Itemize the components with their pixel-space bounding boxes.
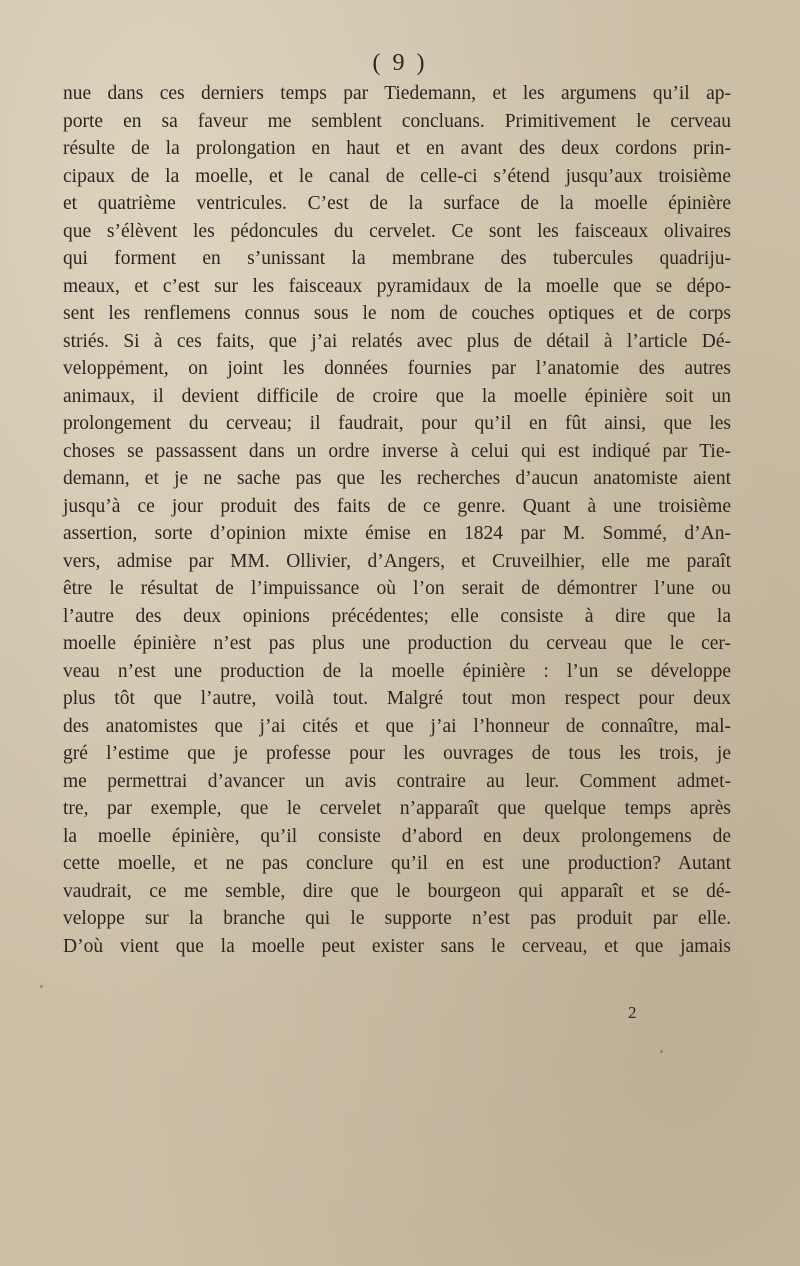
body-text xyxy=(63,80,731,960)
text-line: moelle épinière n’est pas plus une production du cerveau que le cer- xyxy=(63,633,731,654)
text-line: veau n’est une production de la moelle épinière : l’un se développe xyxy=(63,660,731,682)
text-line: la moelle épinière, qu’il consiste d’abord en deux prolongemens de xyxy=(63,825,731,847)
text-line: choses se passassent dans un ordre inverse à celui qui est indiqué par Tie- xyxy=(63,440,731,462)
text-line: que s’élèvent les pédoncules du cervelet. Ce sont les faisceaux olivaires xyxy=(63,220,731,242)
text-line: prolongement du cerveau; il faudrait, pour qu’il en fût ainsi, que les xyxy=(63,413,731,434)
text-line: me permettrai d’avancer un avis contraire au leur. Comment admet- xyxy=(63,770,731,792)
text-line: sent les renflemens connus sous le nom de couches optiques et de corps xyxy=(63,303,731,324)
text-line: qui forment en s’unissant la membrane des tubercules quadriju- xyxy=(63,248,731,269)
text-line: résulte de la prolongation en haut et en avant des deux cordons prin- xyxy=(63,138,731,159)
text-line: des anatomistes que j’ai cités et que j’ai l’honneur de connaître, mal- xyxy=(63,715,731,737)
text-line: cipaux de la moelle, et le canal de celle-ci s’étend jusqu’aux troisième xyxy=(63,165,731,187)
text-line: striés. Si à ces faits, que j’ai relatés avec plus de détail à l’article Dé- xyxy=(63,330,731,352)
text-line: et quatrième ventricules. C’est de la surface de la moelle épinière xyxy=(63,193,731,214)
paper-speck xyxy=(40,985,43,988)
text-line: animaux, il devient difficile de croire que la moelle épinière soit un xyxy=(63,385,731,407)
text-line: D’où vient que la moelle peut exister sans le cerveau, et que jamais xyxy=(63,935,731,957)
text-line: veloppement, on joint les données fournies par l’anatomie des autres xyxy=(63,358,731,379)
text-line: demann, et je ne sache pas que les recherches d’aucun anatomiste aient xyxy=(63,468,731,489)
text-line: nue dans ces derniers temps par Tiedemann, et les argumens qu’il ap- xyxy=(63,83,731,104)
text-line: porte en sa faveur me semblent concluans. Primitivement le cerveau xyxy=(63,110,731,132)
signature-mark: 2 xyxy=(628,1003,637,1022)
paper-speck xyxy=(345,313,348,316)
text-line: tre, par exemple, que le cervelet n’apparaît que quelque temps après xyxy=(63,798,731,819)
text-line: l’autre des deux opinions précédentes; elle consiste à dire que la xyxy=(63,605,731,627)
paper-speck xyxy=(120,360,123,363)
text-line: être le résultat de l’impuissance où l’on serait de démontrer l’une ou xyxy=(63,578,731,599)
text-line: assertion, sorte d’opinion mixte émise en 1824 par M. Sommé, d’An- xyxy=(63,523,731,544)
text-line: meaux, et c’est sur les faisceaux pyramidaux de la moelle que se dépo- xyxy=(63,275,731,297)
text-line: veloppe sur la branche qui le supporte n’est pas produit par elle. xyxy=(63,908,731,929)
text-line: vaudrait, ce me semble, dire que le bourgeon qui apparaît et se dé- xyxy=(63,880,731,902)
text-line: cette moelle, et ne pas conclure qu’il en est une production? Autant xyxy=(63,853,731,874)
text-line: gré l’estime que je professe pour les ouvrages de tous les trois, je xyxy=(63,743,731,764)
text-line: jusqu’à ce jour produit des faits de ce genre. Quant à une troisième xyxy=(63,495,731,517)
paper-speck xyxy=(660,1050,663,1053)
text-line: vers, admise par MM. Ollivier, d’Angers, et Cruveilhier, elle me paraît xyxy=(63,550,731,572)
page-number: ( 9 ) xyxy=(372,50,428,76)
text-line: plus tôt que l’autre, voilà tout. Malgré tout mon respect pour deux xyxy=(63,688,731,709)
